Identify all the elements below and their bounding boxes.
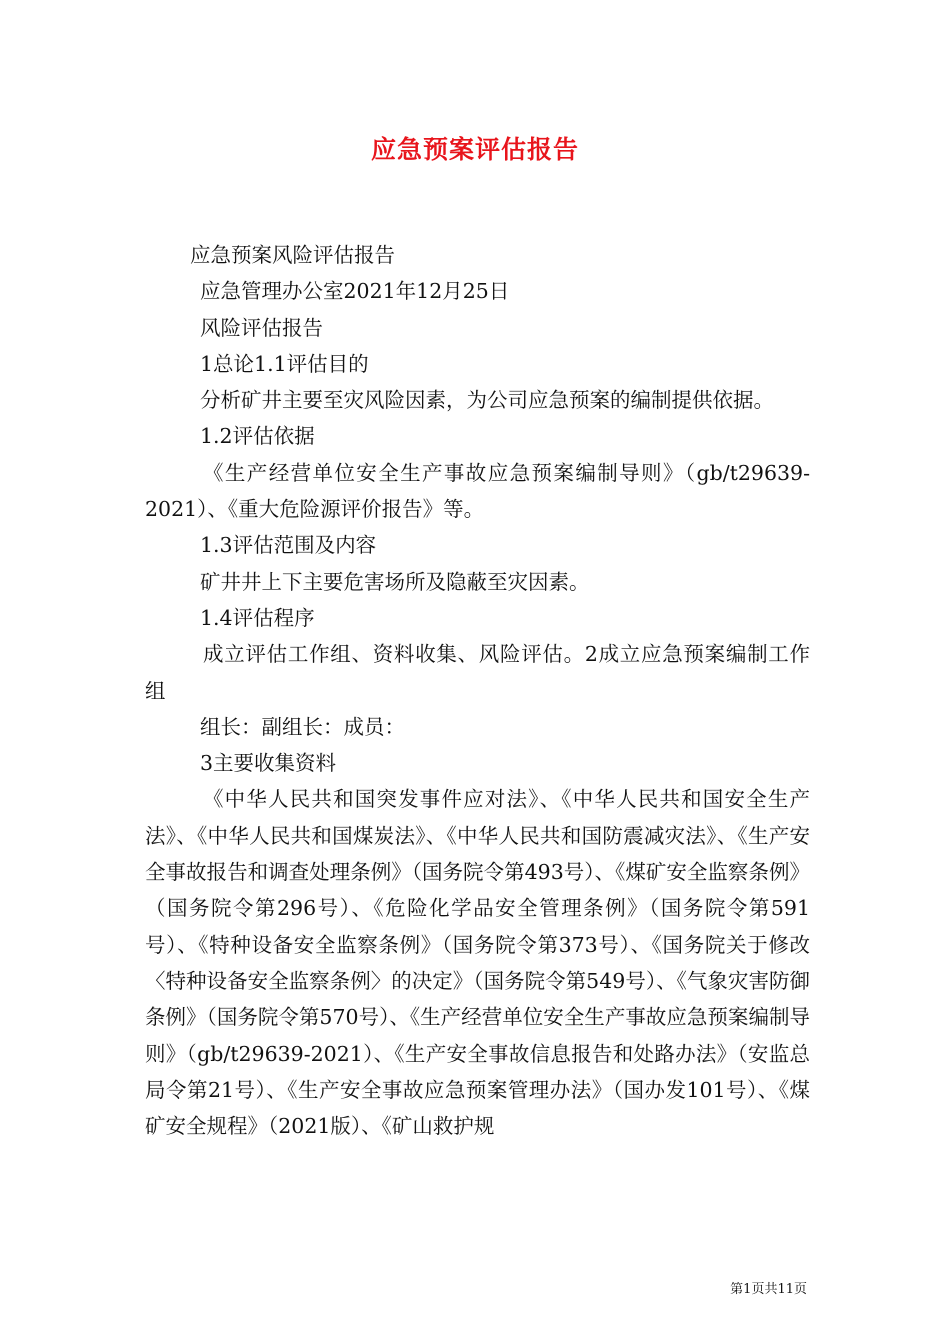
document-body bbox=[145, 237, 810, 1144]
paragraph-heading: 风险评估报告 bbox=[200, 315, 323, 340]
paragraph-section-1-3: 1.3评估范围及内容 bbox=[200, 533, 377, 558]
document-title: 应急预案评估报告 bbox=[370, 135, 579, 164]
paragraph-basis: 《生产经营单位安全生产事故应急预案编制导则》（gb/t29639-2021）、《重大危险源评价报告》等。 bbox=[145, 460, 810, 522]
paragraph-procedure: 成立评估工作组、资料收集、风险评估。2成立应急预案编制工作组 bbox=[145, 642, 810, 703]
paragraph-purpose: 分析矿井主要至灾风险因素，为公司应急预案的编制提供依据。 bbox=[200, 388, 774, 413]
paragraph-section-3: 3主要收集资料 bbox=[200, 751, 337, 776]
paragraph-subtitle: 应急预案风险评估报告 bbox=[190, 243, 395, 267]
page-number: 第1页共11页 bbox=[730, 1282, 807, 1297]
paragraph-section-1-4: 1.4评估程序 bbox=[200, 605, 315, 630]
paragraph-section-1: 1总论1.1评估目的 bbox=[200, 351, 369, 376]
paragraph-references: 《中华人民共和国突发事件应对法》、《中华人民共和国安全生产法》、《中华人民共和国煤炭法》、《中华人民共和国防震减灾法》、《生产安全事故报告和调查处理条例》（国务院令第493号）、《煤矿安全监察条例》（国务院令第296号）、《危险化学品安全管理条例》（国务院令第591号）、《特种设备安全监察条例》（国务院令第373号）、《国务院关于修改〈特种设备安全监察条例〉的决定》（国务院令第549号）、《气象灾害防御条例》（国务院令第570号）、《生产经营单位安全生产事故应急预案编制导则》（gb/t29639-2021）、《生产安全事故信息报告和处路办法》（安监总局令第21号）、《生产安全事故应急预案管理办法》（国办发101号）、《煤矿安全规程》（2021版）、《矿山救护规 bbox=[145, 787, 810, 1139]
paragraph-office-date: 应急管理办公室2021年12月25日 bbox=[200, 279, 510, 304]
paragraph-scope: 矿井井上下主要危害场所及隐蔽至灾因素。 bbox=[200, 569, 590, 594]
paragraph-team: 组长：副组长：成员： bbox=[200, 714, 405, 739]
paragraph-section-1-2: 1.2评估依据 bbox=[200, 424, 315, 449]
